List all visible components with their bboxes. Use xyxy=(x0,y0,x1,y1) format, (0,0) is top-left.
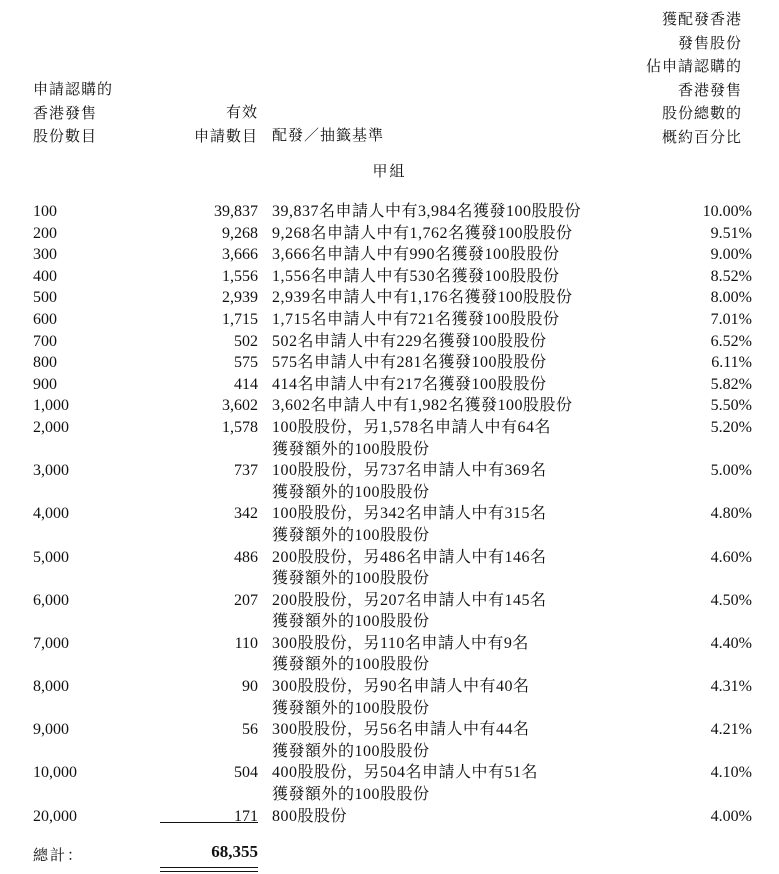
allotment-basis xyxy=(272,676,692,719)
spacer xyxy=(0,352,33,374)
allotment-basis xyxy=(272,309,692,331)
valid-applications: 207 xyxy=(234,591,258,609)
percentage: 6.11% xyxy=(711,354,752,372)
spacer xyxy=(0,266,33,288)
allotment-basis xyxy=(272,352,692,374)
basis-line: 獲發額外的100股股份 xyxy=(272,656,430,674)
allotment-table xyxy=(0,201,779,827)
basis-line: 800股股份 xyxy=(272,807,348,825)
percentage: 4.80% xyxy=(710,505,752,523)
allotment-basis xyxy=(272,374,692,396)
percentage: 9.00% xyxy=(710,246,752,264)
valid-applications: 56 xyxy=(242,721,258,739)
allotment-basis xyxy=(272,417,692,460)
basis-line: 獲發額外的100股股份 xyxy=(272,699,430,717)
basis-line: 獲發額外的100股股份 xyxy=(272,440,430,458)
header-line: 發售股份 xyxy=(677,33,742,52)
shares-applied: 6,000 xyxy=(33,591,69,609)
percentage: 5.20% xyxy=(710,418,752,436)
basis-line: 獲發額外的100股股份 xyxy=(272,786,430,804)
valid-applications: 502 xyxy=(234,332,258,350)
group-title: 甲組 xyxy=(372,162,407,180)
percentage: 4.21% xyxy=(710,721,752,739)
total-double-rule xyxy=(160,871,258,872)
header-line: 申請數目 xyxy=(193,126,258,145)
spacer xyxy=(0,806,33,828)
percentage: 5.00% xyxy=(710,462,752,480)
table-row xyxy=(0,244,779,266)
percentage: 4.50% xyxy=(710,591,752,609)
table-row xyxy=(0,374,779,396)
allotment-basis xyxy=(272,547,692,590)
percentage: 4.31% xyxy=(710,678,752,696)
basis-line: 2,939名申請人中有1,176名獲發100股股份 xyxy=(272,289,573,307)
total-value: 68,355 xyxy=(211,842,258,861)
valid-applications: 3,602 xyxy=(222,397,258,415)
basis-line: 9,268名申請人中有1,762名獲發100股股份 xyxy=(272,224,573,242)
basis-line: 3,666名申請人中有990名獲發100股股份 xyxy=(272,246,560,264)
header-shares-applied xyxy=(33,78,113,149)
spacer xyxy=(0,374,33,396)
shares-applied: 100 xyxy=(33,203,57,220)
basis-line: 1,715名申請人中有721名獲發100股股份 xyxy=(272,310,560,328)
table-row xyxy=(0,547,779,590)
spacer xyxy=(0,417,33,460)
basis-line: 獲發額外的100股股份 xyxy=(272,526,430,544)
percentage: 5.82% xyxy=(710,375,752,393)
allotment-basis xyxy=(272,633,692,676)
spacer xyxy=(0,309,33,331)
shares-applied: 800 xyxy=(33,354,57,372)
table-row xyxy=(0,309,779,331)
header-line: 概約百分比 xyxy=(661,127,742,146)
allotment-basis xyxy=(272,719,692,762)
basis-line: 獲發額外的100股股份 xyxy=(272,483,430,501)
percentage: 5.50% xyxy=(710,397,752,415)
basis-line: 100股股份，另1,578名申請人中有64名 xyxy=(272,418,552,436)
valid-applications: 9,268 xyxy=(222,224,258,242)
shares-applied: 5,000 xyxy=(33,548,69,566)
basis-line: 1,556名申請人中有530名獲發100股股份 xyxy=(272,267,560,285)
percentage: 7.01% xyxy=(710,310,752,328)
shares-applied: 20,000 xyxy=(33,807,77,825)
valid-applications: 737 xyxy=(234,462,258,480)
valid-applications: 1,715 xyxy=(222,310,258,328)
allotment-basis xyxy=(272,266,692,288)
spacer xyxy=(0,762,33,805)
header-line: 香港發售 xyxy=(677,80,742,99)
percentage: 8.00% xyxy=(710,289,752,307)
total-label: 總計： xyxy=(33,846,85,864)
spacer xyxy=(0,676,33,719)
basis-line: 575名申請人中有281名獲發100股股份 xyxy=(272,354,547,372)
valid-applications: 2,939 xyxy=(222,289,258,307)
spacer xyxy=(0,590,33,633)
allotment-basis xyxy=(272,395,692,417)
basis-line: 39,837名申請人中有3,984名獲發100股股份 xyxy=(272,203,582,220)
subtotal-rule xyxy=(160,822,258,823)
header-valid-applications xyxy=(150,101,258,148)
basis-line: 414名申請人中有217名獲發100股股份 xyxy=(272,375,547,393)
valid-applications: 486 xyxy=(234,548,258,566)
allotment-basis xyxy=(272,762,692,805)
allotment-basis xyxy=(272,590,692,633)
table-row xyxy=(0,460,779,503)
spacer xyxy=(0,223,33,245)
allotment-basis xyxy=(272,460,692,503)
spacer xyxy=(0,547,33,590)
table-row xyxy=(0,223,779,245)
shares-applied: 300 xyxy=(33,246,57,264)
percentage: 10.00% xyxy=(702,203,752,220)
shares-applied: 600 xyxy=(33,310,57,328)
percentage: 4.60% xyxy=(710,548,752,566)
table-row xyxy=(0,352,779,374)
basis-line: 300股股份，另110名申請人中有9名 xyxy=(272,634,529,652)
spacer xyxy=(0,719,33,762)
header-line: 獲配發香港 xyxy=(661,10,742,28)
basis-line: 300股股份，另56名申請人中有44名 xyxy=(272,721,530,739)
header-line: 有效 xyxy=(225,103,258,121)
shares-applied: 8,000 xyxy=(33,678,69,696)
shares-applied: 3,000 xyxy=(33,462,69,480)
spacer xyxy=(0,460,33,503)
valid-applications: 342 xyxy=(234,505,258,523)
percentage: 9.51% xyxy=(710,224,752,242)
valid-applications: 1,578 xyxy=(222,418,258,436)
allotment-basis xyxy=(272,503,692,546)
shares-applied: 200 xyxy=(33,224,57,242)
basis-line: 100股股份，另737名申請人中有369名 xyxy=(272,462,547,480)
table-row xyxy=(0,762,779,805)
valid-applications: 90 xyxy=(242,678,258,696)
table-row xyxy=(0,806,779,828)
valid-applications: 110 xyxy=(234,634,258,652)
allotment-basis xyxy=(272,223,692,245)
percentage: 4.40% xyxy=(710,634,752,652)
valid-applications: 504 xyxy=(234,764,258,782)
valid-applications: 171 xyxy=(234,807,258,825)
basis-line: 400股股份，另504名申請人中有51名 xyxy=(272,764,539,782)
table-row xyxy=(0,633,779,676)
table-row xyxy=(0,395,779,417)
table-row xyxy=(0,287,779,309)
percentage: 4.00% xyxy=(710,807,752,825)
basis-line: 100股股份，另342名申請人中有315名 xyxy=(272,505,547,523)
table-row xyxy=(0,201,779,223)
table-row xyxy=(0,266,779,288)
allotment-basis xyxy=(272,201,692,223)
valid-applications: 575 xyxy=(234,354,258,372)
shares-applied: 700 xyxy=(33,332,57,350)
header-basis: 配發／抽籤基準 xyxy=(272,126,385,144)
basis-line: 3,602名申請人中有1,982名獲發100股股份 xyxy=(272,397,573,415)
spacer xyxy=(0,331,33,353)
header-line: 佔申請認購的 xyxy=(645,57,742,75)
spacer xyxy=(0,503,33,546)
percentage: 6.52% xyxy=(710,332,752,350)
shares-applied: 9,000 xyxy=(33,721,69,739)
percentage: 8.52% xyxy=(710,267,752,285)
spacer xyxy=(0,244,33,266)
spacer xyxy=(0,201,33,223)
table-row xyxy=(0,417,779,460)
percentage: 4.10% xyxy=(710,764,752,782)
shares-applied: 2,000 xyxy=(33,418,69,436)
allotment-basis xyxy=(272,331,692,353)
header-line: 香港發售 xyxy=(33,103,98,122)
valid-applications: 414 xyxy=(234,375,258,393)
shares-applied: 500 xyxy=(33,289,57,307)
allotment-basis xyxy=(272,806,692,828)
shares-applied: 400 xyxy=(33,267,57,285)
shares-applied: 900 xyxy=(33,375,57,393)
total-double-rule xyxy=(160,867,258,868)
shares-applied: 4,000 xyxy=(33,505,69,523)
table-row xyxy=(0,503,779,546)
basis-line: 502名申請人中有229名獲發100股股份 xyxy=(272,332,547,350)
header-line: 股份總數的 xyxy=(661,104,742,122)
allotment-basis xyxy=(272,287,692,309)
spacer xyxy=(0,287,33,309)
spacer xyxy=(0,633,33,676)
spacer xyxy=(0,395,33,417)
valid-applications: 39,837 xyxy=(214,203,258,220)
table-row xyxy=(0,676,779,719)
table-row xyxy=(0,719,779,762)
allotment-basis xyxy=(272,244,692,266)
valid-applications: 1,556 xyxy=(222,267,258,285)
table-row xyxy=(0,331,779,353)
shares-applied: 1,000 xyxy=(33,397,69,415)
basis-line: 獲發額外的100股股份 xyxy=(272,742,430,760)
header-line: 申請認購的 xyxy=(33,80,114,98)
basis-line: 200股股份，另207名申請人中有145名 xyxy=(272,591,547,609)
table-row xyxy=(0,590,779,633)
valid-applications: 3,666 xyxy=(222,246,258,264)
header-line: 股份數目 xyxy=(33,127,98,145)
basis-line: 200股股份，另486名申請人中有146名 xyxy=(272,548,547,566)
basis-line: 獲發額外的100股股份 xyxy=(272,613,430,631)
shares-applied: 10,000 xyxy=(33,764,77,782)
header-percentage xyxy=(646,8,742,149)
shares-applied: 7,000 xyxy=(33,634,69,652)
basis-line: 300股股份，另90名申請人中有40名 xyxy=(272,678,530,696)
basis-line: 獲發額外的100股股份 xyxy=(272,570,430,588)
